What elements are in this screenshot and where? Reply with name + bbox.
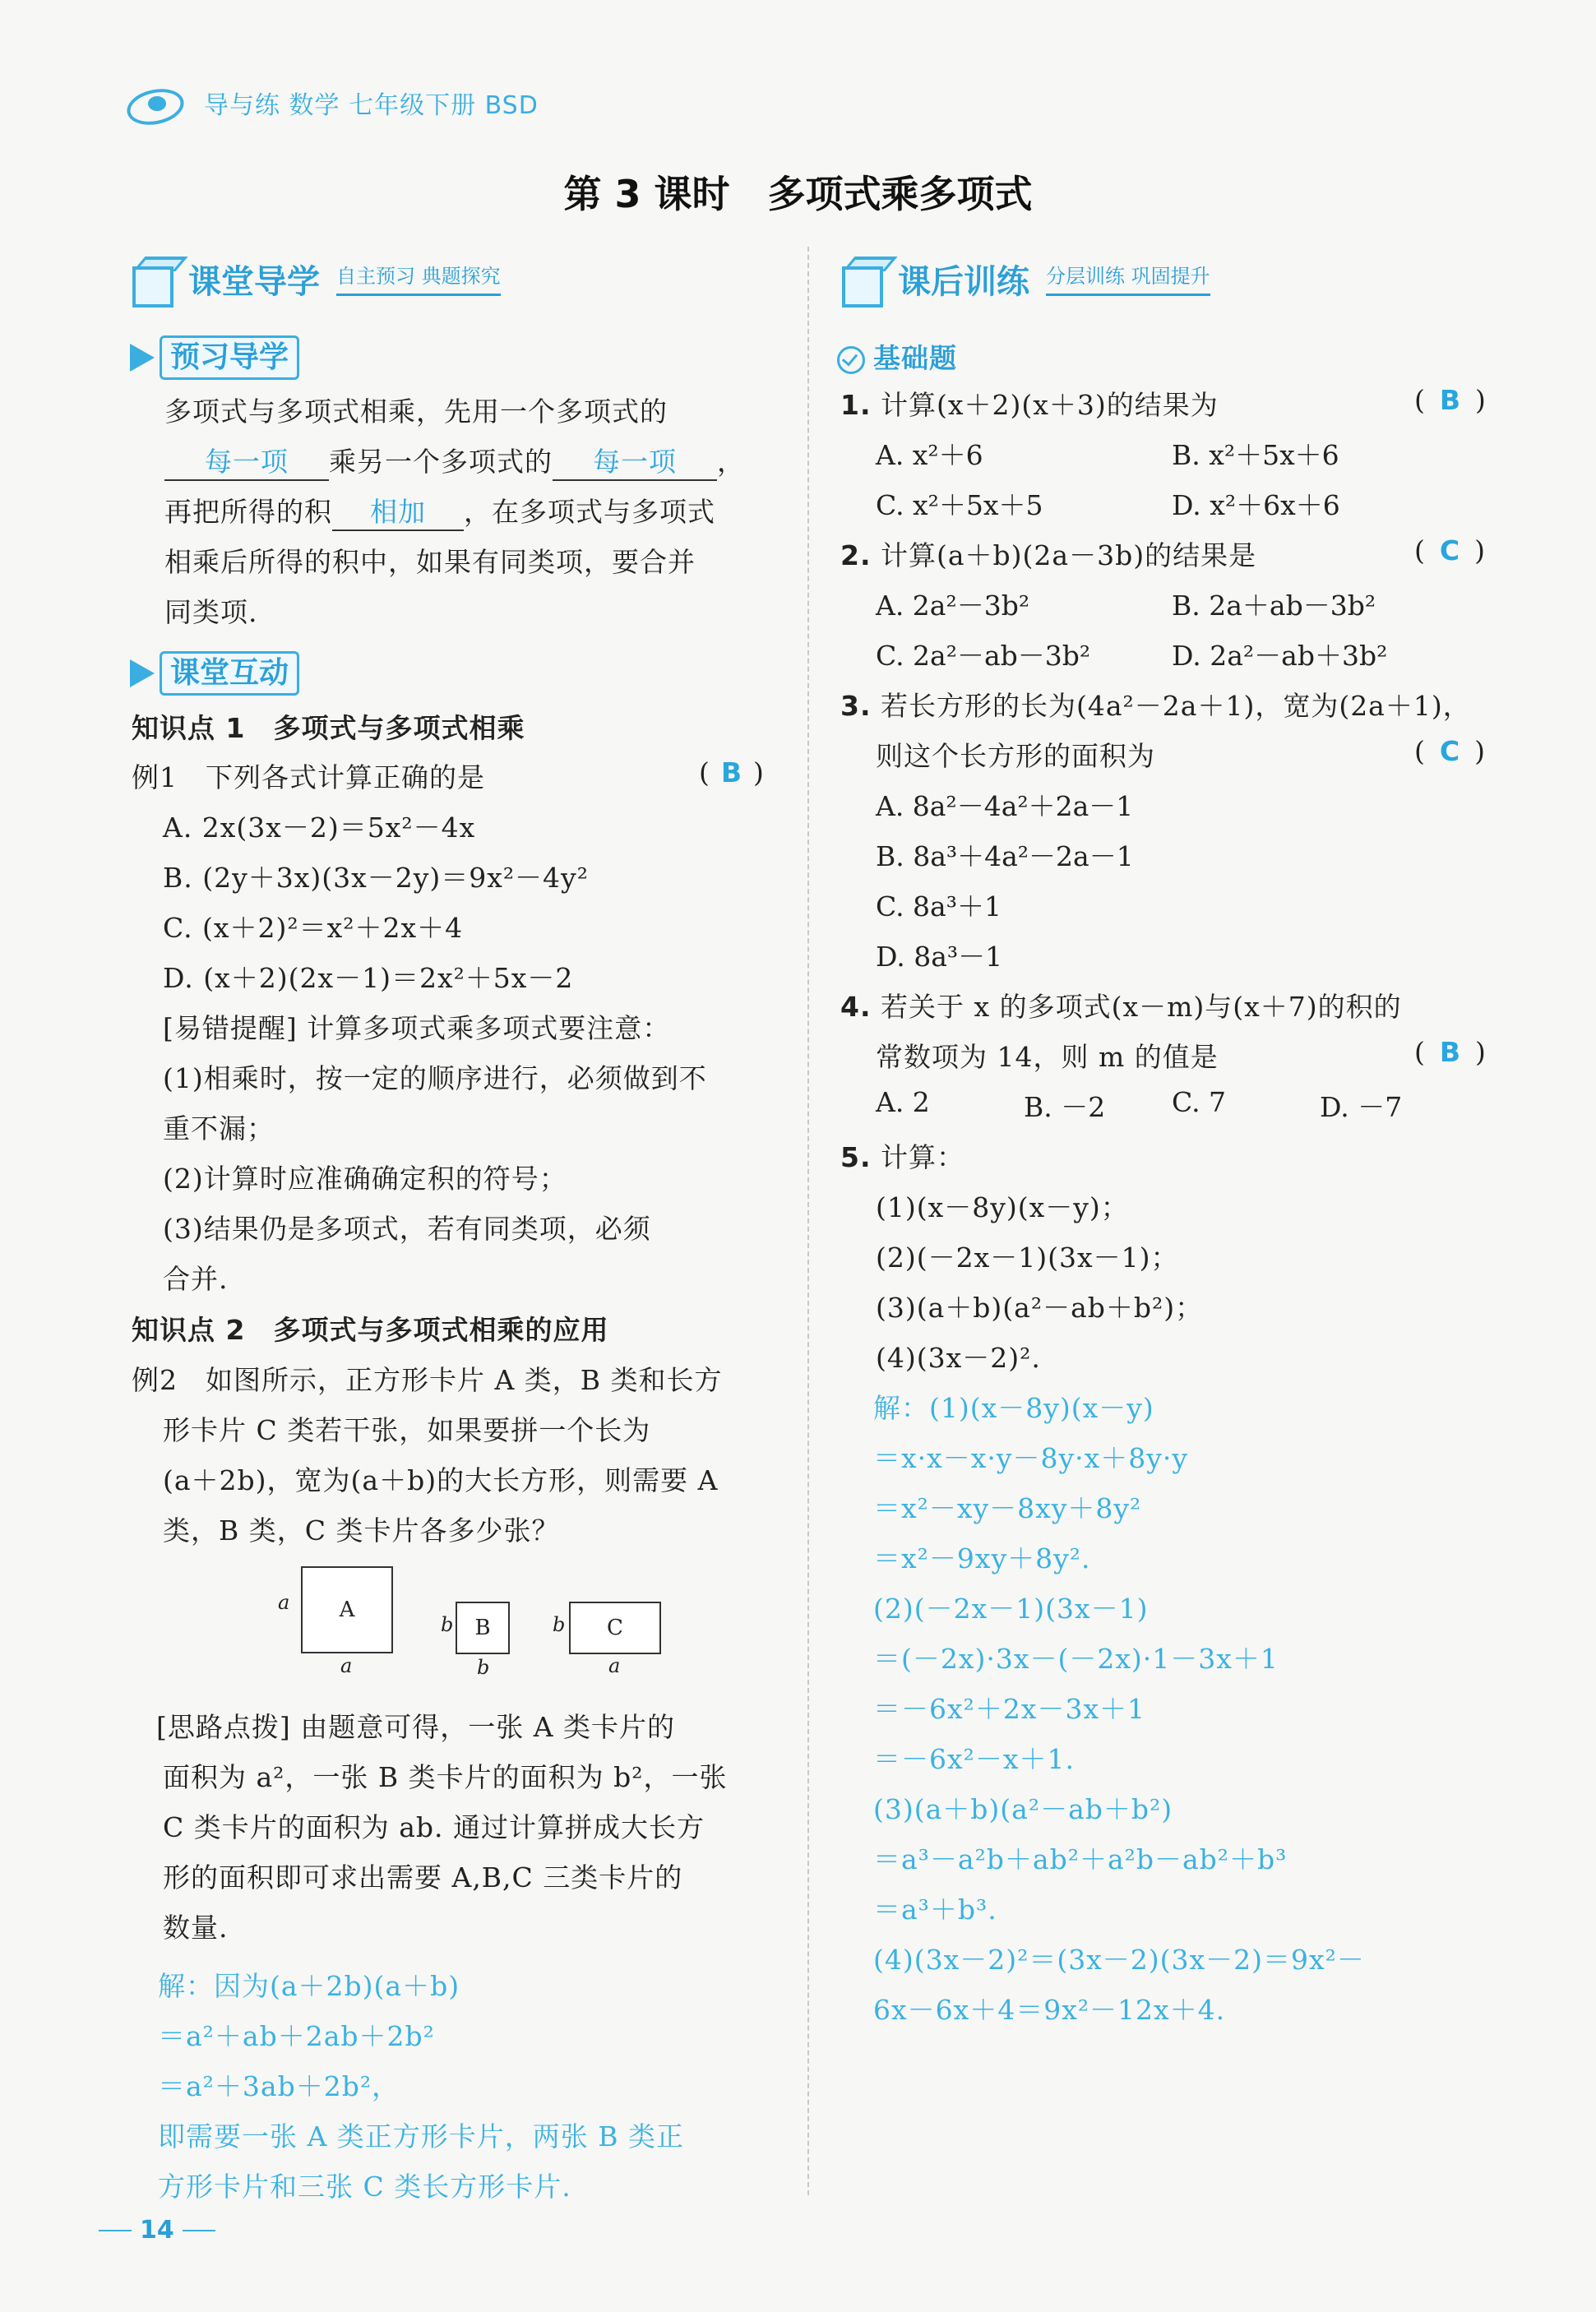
- cube-icon: [127, 253, 178, 304]
- card-c-side-label: b: [553, 1613, 566, 1636]
- q3-stem: [840, 685, 1471, 724]
- solution-right-9: (3)(a＋b)(a²－ab＋b²): [873, 1793, 1173, 1825]
- header: [123, 78, 539, 127]
- card-a: A: [301, 1566, 393, 1653]
- answer-letter: B: [720, 756, 742, 788]
- q3-option-c: C. 8a³＋1: [876, 890, 1002, 922]
- q3-option-a: A. 8a²－4a²＋2a－1: [876, 790, 1134, 822]
- solution-line-1: 解：因为(a＋2b)(a＋b): [158, 1970, 460, 2002]
- section-title: 课堂导学: [188, 262, 320, 301]
- intro-line-4: 相乘后所得的积中，如果有同类项，要合并: [164, 546, 696, 578]
- solution-right-7: ＝－6x²＋2x－3x＋1: [873, 1693, 1146, 1725]
- intro-line-5: 同类项.: [164, 596, 258, 628]
- hint-line-4: 形的面积即可求出需要 A,B,C 三类卡片的: [163, 1861, 683, 1894]
- tag-interaction: [130, 651, 299, 696]
- q2-answer: ( C ): [1414, 534, 1485, 566]
- q4-stem: [840, 986, 1402, 1024]
- q4-number: 4.: [840, 991, 872, 1023]
- q3-stem-2: 则这个长方形的面积为: [876, 740, 1155, 772]
- tip-line-5: (3)结果仍是多项式，若有同类项，必须: [163, 1213, 651, 1245]
- intro-line-2: [164, 441, 745, 481]
- q2-option-b: B. 2a＋ab－3b²: [1172, 590, 1376, 622]
- card-c-bottom-label: a: [608, 1654, 621, 1677]
- knowledge-point-2: 知识点 2 多项式与多项式相乘的应用: [132, 1314, 609, 1346]
- q3-answer: ( C ): [1414, 735, 1485, 767]
- card-a-bottom-label: a: [340, 1654, 353, 1677]
- section-subtitle: 自主预习 典题探究: [336, 260, 501, 296]
- solution-right-13: 6x－6x＋4＝9x²－12x＋4.: [873, 1994, 1226, 2026]
- intro-text: 再把所得的积: [164, 496, 332, 528]
- page-number-text: 14: [140, 2216, 174, 2245]
- q1-text: 计算(x＋2)(x＋3)的结果为: [881, 389, 1219, 421]
- answer-letter: B: [1439, 384, 1461, 416]
- solution-right-2: ＝x·x－x·y－8y·x＋8y·y: [873, 1442, 1188, 1474]
- knowledge-point-1: 知识点 1 多项式与多项式相乘: [132, 712, 525, 744]
- arrow-icon: [130, 659, 155, 687]
- solution-right-1: 解：(1)(x－8y)(x－y): [873, 1392, 1154, 1424]
- blank-answer: 相加: [332, 491, 464, 531]
- section-subtitle: 分层训练 巩固提升: [1046, 260, 1210, 296]
- arrow-icon: [130, 344, 155, 372]
- q1-stem: [840, 384, 1219, 423]
- q3-option-d: D. 8a³－1: [876, 941, 1003, 973]
- q3-text: 若长方形的长为(4a²－2a＋1)，宽为(2a＋1)，: [881, 690, 1471, 722]
- page-number: [99, 2216, 215, 2245]
- q4-option-d: D. －7: [1320, 1091, 1403, 1123]
- hint-line-2: 面积为 a²，一张 B 类卡片的面积为 b²，一张: [163, 1761, 728, 1793]
- q5-part-1: (1)(x－8y)(x－y)；: [876, 1191, 1129, 1223]
- hint-line-3: C 类卡片的面积为 ab. 通过计算拼成大长方: [163, 1811, 705, 1843]
- q2-option-c: C. 2a²－ab－3b²: [876, 640, 1091, 672]
- solution-right-4: ＝x²－9xy＋8y².: [873, 1542, 1091, 1574]
- solution-line-2: ＝a²＋ab＋2ab＋2b²: [158, 2020, 435, 2052]
- tip-line-3: 重不漏；: [163, 1112, 275, 1144]
- card-b-bottom-label: b: [477, 1656, 490, 1679]
- q1-number: 1.: [840, 389, 872, 421]
- q5-stem: [840, 1136, 965, 1175]
- cube-icon: [837, 253, 888, 304]
- q5-text: 计算：: [881, 1141, 965, 1173]
- example-1-answer: ( B ): [699, 756, 764, 788]
- q5-part-3: (3)(a＋b)(a²－ab＋b²)；: [876, 1292, 1204, 1324]
- tag-preview: [130, 335, 299, 380]
- solution-right-10: ＝a³－a²b＋ab²＋a²b－ab²＋b³: [873, 1843, 1288, 1875]
- column-divider: [807, 247, 809, 2195]
- solution-right-3: ＝x²－xy－8xy＋8y²: [873, 1492, 1142, 1524]
- hint-line-1: [思路点拨] 由题意可得，一张 A 类卡片的: [156, 1711, 676, 1743]
- solution-right-6: ＝(－2x)·3x－(－2x)·1－3x＋1: [873, 1643, 1279, 1675]
- q5-part-2: (2)(－2x－1)(3x－1)；: [876, 1242, 1179, 1274]
- blank-answer: 每一项: [553, 441, 717, 481]
- solution-line-5: 方形卡片和三张 C 类长方形卡片.: [158, 2171, 571, 2203]
- example-2-line-4: 类，B 类，C 类卡片各多少张？: [163, 1514, 560, 1547]
- q1-option-c: C. x²＋5x＋5: [876, 489, 1043, 521]
- card-b: B: [456, 1602, 510, 1654]
- example-1-question: 例1 下列各式计算正确的是: [132, 761, 485, 793]
- answer-letter: C: [1439, 735, 1460, 767]
- intro-text: ，: [717, 446, 745, 478]
- card-b-side-label: b: [441, 1613, 454, 1636]
- tip-line-2: (1)相乘时，按一定的顺序进行，必须做到不: [163, 1062, 707, 1094]
- example-2-line-1: 例2 如图所示，正方形卡片 A 类，B 类和长方: [132, 1364, 723, 1396]
- hint-line-5: 数量.: [163, 1912, 229, 1944]
- check-icon: [837, 346, 865, 374]
- tag-label: 课堂互动: [160, 651, 299, 696]
- q5-number: 5.: [840, 1141, 872, 1173]
- basic-label: 基础题: [873, 342, 957, 374]
- intro-line-3: [164, 491, 715, 531]
- page-title: 第 3 课时 多项式乘多项式: [563, 172, 1033, 216]
- q3-option-b: B. 8a³＋4a²－2a－1: [876, 840, 1134, 872]
- solution-right-8: ＝－6x²－x＋1.: [873, 1743, 1075, 1775]
- answer-letter: B: [1439, 1036, 1461, 1068]
- solution-line-3: ＝a²＋3ab＋2b²，: [158, 2070, 400, 2102]
- intro-text: 乘另一个多项式的: [329, 446, 553, 478]
- example-1-option-a: A. 2x(3x－2)＝5x²－4x: [163, 812, 476, 844]
- answer-letter: C: [1439, 534, 1460, 566]
- q1-answer: ( B ): [1414, 384, 1486, 416]
- tag-label: 预习导学: [160, 335, 299, 380]
- example-2-line-2: 形卡片 C 类若干张，如果要拼一个长为: [163, 1414, 651, 1446]
- tip-line-6: 合并.: [163, 1263, 229, 1295]
- tip-line-4: (2)计算时应准确确定积的符号；: [163, 1163, 567, 1195]
- example-2-line-3: (a＋2b)，宽为(a＋b)的大长方形，则需要 A: [163, 1464, 719, 1496]
- q3-number: 3.: [840, 690, 872, 722]
- card-a-side-label: a: [278, 1591, 290, 1614]
- section-header-right: [837, 253, 1210, 304]
- q1-option-a: A. x²＋6: [876, 439, 983, 471]
- q2-option-a: A. 2a²－3b²: [876, 590, 1030, 622]
- q2-text: 计算(a＋b)(2a－3b)的结果是: [881, 539, 1257, 571]
- section-title: 课后训练: [898, 262, 1029, 301]
- example-1-option-d: D. (x＋2)(2x－1)＝2x²＋5x－2: [163, 962, 574, 994]
- q4-option-c: C. 7: [1172, 1086, 1227, 1118]
- q4-option-a: A. 2: [876, 1086, 930, 1118]
- q1-option-d: D. x²＋6x＋6: [1172, 489, 1340, 521]
- example-1-option-c: C. (x＋2)²＝x²＋2x＋4: [163, 912, 464, 944]
- q1-option-b: B. x²＋5x＋6: [1172, 439, 1339, 471]
- card-c: C: [569, 1602, 661, 1654]
- section-header-left: [127, 253, 501, 304]
- blank-answer: 每一项: [164, 441, 329, 481]
- solution-right-5: (2)(－2x－1)(3x－1): [873, 1593, 1149, 1625]
- intro-text: ，在多项式与多项式: [464, 496, 715, 528]
- q4-option-b: B. －2: [1024, 1091, 1106, 1123]
- solution-line-4: 即需要一张 A 类正方形卡片，两张 B 类正: [158, 2120, 685, 2152]
- q4-answer: ( B ): [1414, 1036, 1486, 1068]
- intro-line-1: 多项式与多项式相乘，先用一个多项式的: [164, 395, 668, 428]
- q2-option-d: D. 2a²－ab＋3b²: [1172, 640, 1388, 672]
- q4-stem-2: 常数项为 14，则 m 的值是: [876, 1041, 1219, 1073]
- q2-stem: [840, 534, 1256, 573]
- basic-heading: [837, 337, 957, 376]
- logo-icon: [123, 83, 189, 123]
- q2-number: 2.: [840, 539, 872, 571]
- q4-text: 若关于 x 的多项式(x－m)与(x＋7)的积的: [881, 991, 1402, 1023]
- example-1-option-b: B. (2y＋3x)(3x－2y)＝9x²－4y²: [163, 862, 589, 894]
- q5-part-4: (4)(3x－2)².: [876, 1342, 1041, 1374]
- solution-right-11: ＝a³＋b³.: [873, 1894, 997, 1926]
- header-text: 导与练 数学 七年级下册 BSD: [204, 91, 539, 120]
- solution-right-12: (4)(3x－2)²＝(3x－2)(3x－2)＝9x²－: [873, 1944, 1365, 1976]
- tip-line-1: [易错提醒] 计算多项式乘多项式要注意：: [163, 1012, 671, 1044]
